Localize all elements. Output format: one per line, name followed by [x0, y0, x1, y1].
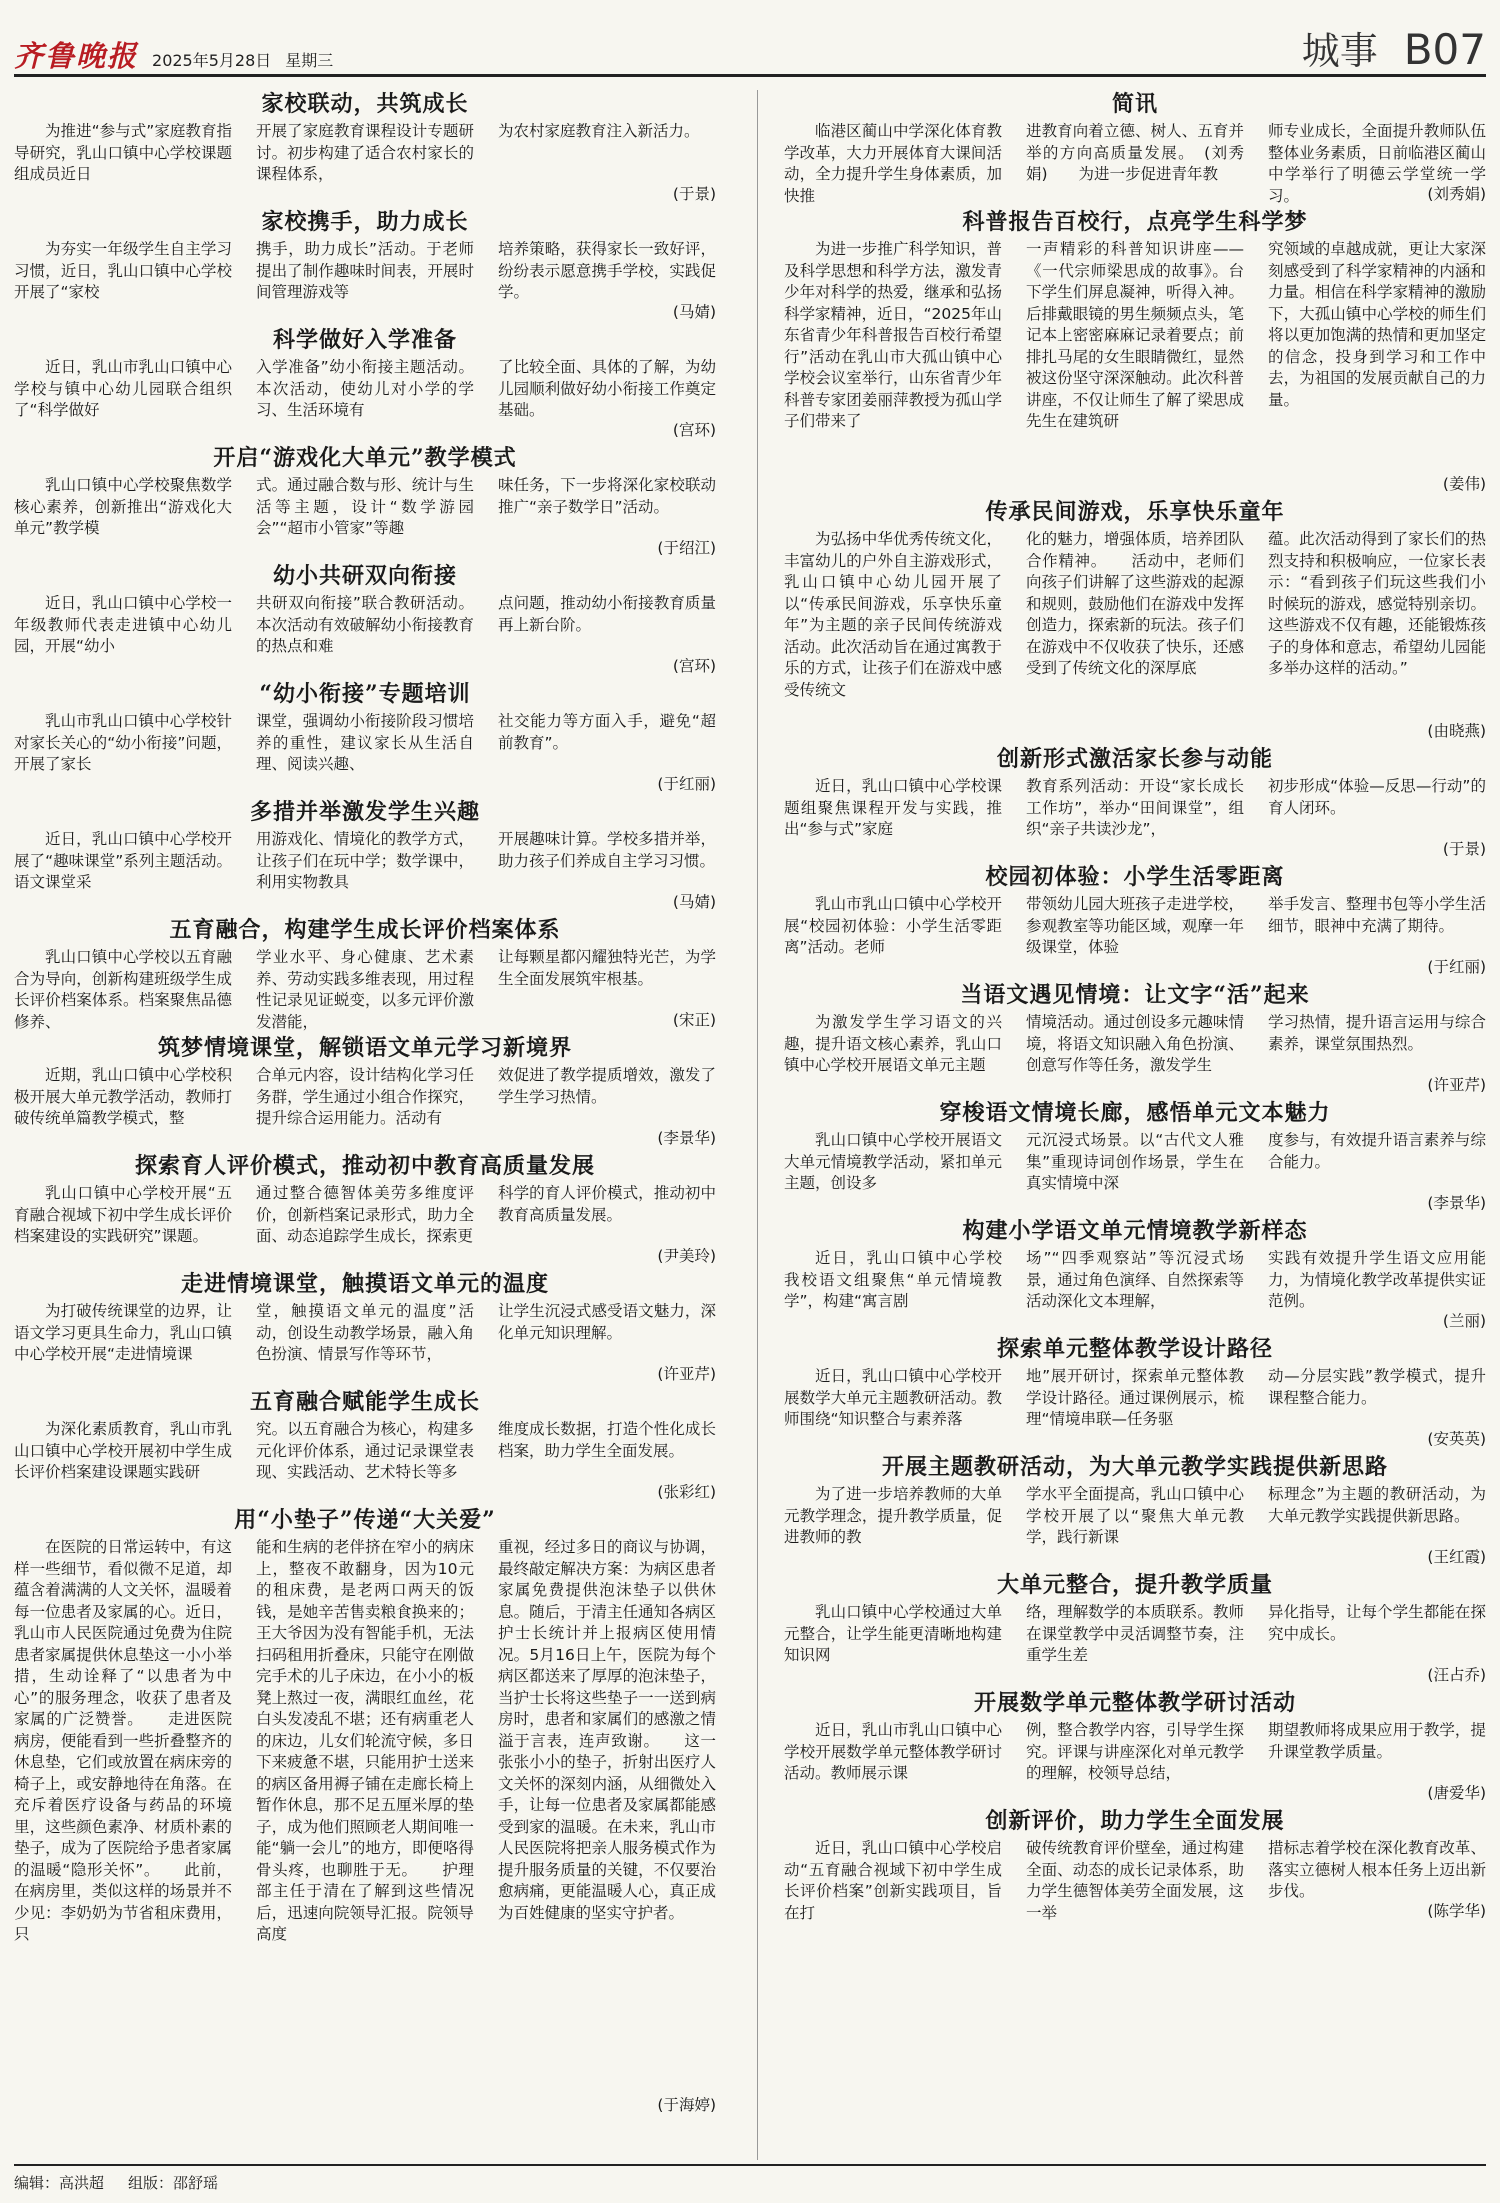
article-headline: 家校联动，共筑成长 — [261, 91, 469, 117]
article-text-column: 合单元内容，设计结构化学习任务群，学生通过小组合作探究，提升综合运用能力。活动有 — [256, 1066, 474, 1127]
article-byline: (汪占乔) — [1427, 1666, 1486, 1684]
column-divider — [757, 90, 758, 2160]
article-text-column: 实践有效提升学生语文应用能力，为情境化教学改革提供实证范例。 — [1268, 1249, 1486, 1310]
article — [14, 1506, 716, 2115]
article-text-column: 乳山口镇中心学校开展“五育融合视域下初中学生成长评价档案建设的实践研究”课题。 — [14, 1184, 232, 1245]
left-column — [14, 90, 716, 2119]
article-text-column: 近日，乳山口镇中心学校启动“五育融合视域下初中学生成长评价档案”创新实践项目，旨在打 — [784, 1839, 1002, 1922]
article-text-column: 一声精彩的科普知识讲座——《一代宗师梁思成的故事》。台下学生们屏息凝神，听得入神。后排戴眼镜的男生频频点头，笔记本上密密麻麻记录着要点；前排扎马尾的女生眼睛微红，显然被这份坚守深深触动。此次科普讲座，不仅让师生了解了梁思成先生在建筑研 — [1026, 240, 1244, 430]
article — [784, 1571, 1486, 1685]
article-text-column: 乳山口镇中心学校聚焦数学核心素养，创新推出“游戏化大单元”教学模 — [14, 476, 232, 537]
article-text-column: 让每颗星都闪耀独特光芒，为学生全面发展筑牢根基。 — [498, 948, 716, 988]
article — [14, 208, 716, 322]
article-text-column: 了比较全面、具体的了解，为幼儿园顺利做好幼小衔接工作奠定基础。 — [498, 358, 716, 419]
footer — [14, 2164, 1486, 2193]
article — [784, 1099, 1486, 1213]
article-byline: (于景) — [1442, 840, 1486, 858]
article-text-column: 近日，乳山口镇中心学校一年级教师代表走进镇中心幼儿园，开展“幼小 — [14, 594, 232, 655]
article-body — [14, 121, 716, 186]
article-body — [14, 1301, 716, 1366]
article-text-column: 举手发言、整理书包等小学生活细节，眼神中充满了期待。 — [1268, 895, 1486, 935]
article-byline: (于海婷) — [657, 2096, 716, 2114]
article-headline: 创新形式激活家长参与动能 — [996, 746, 1273, 772]
article-byline: (兰丽) — [1442, 1312, 1486, 1330]
article-body — [14, 711, 716, 776]
article-text-column: 学业水平、身心健康、艺术素养、劳动实践多维表现，用过程性记录见证蜕变，以多元评价激发潜能， — [256, 948, 474, 1031]
article-byline: (许亚芹) — [657, 1365, 716, 1383]
article-text-column: 为深化素质教育，乳山市乳山口镇中心学校开展初中学生成长评价档案建设课题实践研 — [14, 1420, 232, 1481]
article-byline: (于红丽) — [657, 775, 716, 793]
article-headline: 筑梦情境课堂，解锁语文单元学习新境界 — [157, 1035, 572, 1061]
article-byline: (宋正) — [672, 1011, 716, 1029]
article — [14, 562, 716, 676]
article-byline: (宫环) — [672, 421, 716, 439]
article-text-column: 异化指导，让每个学生都能在探究中成长。 — [1268, 1603, 1486, 1643]
article-body — [784, 1012, 1486, 1077]
article-headline: 科普报告百校行，点亮学生科学梦 — [962, 209, 1308, 235]
article-text-column: 让学生沉浸式感受语文魅力，深化单元知识理解。 — [498, 1302, 716, 1342]
right-column — [784, 90, 1486, 1925]
article-text-column: 为推进“参与式”家庭教育指导研究，乳山口镇中心学校课题组成员近日 — [14, 122, 232, 183]
article-body — [784, 1130, 1486, 1195]
article — [14, 444, 716, 558]
article-byline: (陈学华) — [1427, 1902, 1486, 1920]
article-headline: 走进情境课堂，触摸语文单元的温度 — [180, 1271, 549, 1297]
article-byline: (刘秀娟) — [1427, 185, 1486, 203]
article-byline: (安英英) — [1427, 1430, 1486, 1448]
article-headline: 构建小学语文单元情境教学新样态 — [962, 1218, 1308, 1244]
article-body — [14, 239, 716, 304]
article-text-column: 元沉浸式场景。以“古代文人雅集”重现诗词创作场景，学生在真实情境中深 — [1026, 1131, 1244, 1192]
article-body — [14, 829, 716, 894]
article — [14, 326, 716, 440]
article-text-column: 化的魅力，增强体质，培养团队合作精神。 活动中，老师们向孩子们讲解了这些游戏的起源和规则，鼓励他们在游戏中发挥创造力，探索新的玩法。孩子们在游戏中不仅收获了快乐，还感受到了传统文化的深厚底 — [1026, 530, 1244, 677]
article-byline: (由晓燕) — [1427, 722, 1486, 740]
article-text-column: 科学的育人评价模式，推动初中教育高质量发展。 — [498, 1184, 716, 1224]
article-headline: 科学做好入学准备 — [272, 327, 457, 353]
article-text-column: 近日，乳山口镇中心学校 我校语文组聚焦“单元情境教学”，构建“寓言剧 — [784, 1249, 1018, 1310]
paper-logo: 齐鲁晚报 — [14, 39, 139, 73]
article-text-column: 通过整合德智体美劳多维度评价，创新档案记录形式，助力全面、动态追踪学生成长，探索更 — [256, 1184, 474, 1245]
article-text-column: 初步形成“体验—反思—行动”的育人闭环。 — [1268, 777, 1486, 817]
article-text-column: 带领幼儿园大班孩子走进学校，参观教室等功能区域，观摩一年级课堂，体验 — [1026, 895, 1244, 956]
article-text-column: 味任务，下一步将深化家校联动推广“亲子数学日”活动。 — [498, 476, 716, 516]
article-body — [14, 1537, 716, 2097]
article-text-column: 社交能力等方面入手，避免“超前教育”。 — [498, 712, 716, 752]
article-text-column: 为弘扬中华优秀传统文化，丰富幼儿的户外自主游戏形式，乳山口镇中心幼儿园开展了以“传承民间游戏，乐享快乐童年”为主题的亲子民间传统游戏活动。此次活动旨在通过寓教于乐的方式，让孩子们在游戏中感受传统文 — [784, 530, 1002, 699]
article-text-column: 情境活动。通过创设多元趣味情境，将语文知识融入角色扮演、创意写作等任务，激发学生 — [1026, 1013, 1244, 1074]
article-text-column: 为夯实一年级学生自主学习习惯，近日，乳山口镇中心学校开展了“家校 — [14, 240, 232, 301]
article-headline: 五育融合赋能学生成长 — [249, 1389, 480, 1415]
article-text-column: 究。以五育融合为核心，构建多元化评价体系，通过记录课堂表现、实践活动、艺术特长等多 — [256, 1420, 474, 1481]
article-byline: (许亚芹) — [1427, 1076, 1486, 1094]
article — [784, 1689, 1486, 1803]
article-body — [14, 1183, 716, 1248]
article-text-column: 培养策略，获得家长一致好评，纷纷表示愿意携手学校，实践促学。 — [498, 240, 716, 301]
article-text-column: 式。通过融合数与形、统计与生活等主题，设计“数学游园会”“超市小管家”等趣 — [256, 476, 474, 537]
article-text-column: 师专业成长，全面提升教师队伍整体业务素质，日前临港区蔺山中学举行了明德云学堂统一学习。 — [1268, 122, 1486, 205]
article-headline: 探索育人评价模式，推动初中教育高质量发展 — [134, 1153, 595, 1179]
article-byline: (李景华) — [1427, 1194, 1486, 1212]
article-text-column: 在医院的日常运转中，有这样一些细节，看似微不足道，却蕴含着满满的人文关怀，温暖着每一位患者及家属的心。近日，乳山市人民医院通过免费为住院患者家属提供休息垫这一小小举措，生动诠释了“以患者为中心”的服务理念，收获了患者及家属的广泛赞誉。 走进医院病房，便能看到一些折叠整齐的休息垫，它们或放置在病床旁的椅子上，或安静地待在角落。在充斥着医疗设备与药品的环境里，这些颜色素净、材质朴素的垫子，成为了医院给予患者家属的温暖“隐形关怀”。 此前，在病房里，类似这样的场景并不少见：李奶奶为节省租床费用，只 — [14, 1538, 232, 1943]
article — [14, 1388, 716, 1502]
article-text-column: 重视，经过多日的商议与协调，最终敲定解决方案：为病区患者家属免费提供泡沫垫子以供休息。随后，于清主任通知各病区护士长统计并上报病区使用情况。5月16日上午，医院为每个病区都送来了厚厚的泡沫垫子，当护士长将这些垫子一一送到病房时，患者和家属们的感激之情溢于言表，连声致谢。 这一张张小小的垫子，折射出医疗人文关怀的深刻内涵，从细微处入手，让每一位患者及家属都能感受到家的温暖。在未来，乳山市人民医院将把亲人服务模式作为提升服务质量的关键，不仅要治愈病痛，更能温暖人心，真正成为百姓健康的坚实守护者。 — [498, 1538, 716, 1922]
article-text-column: 近日，乳山市乳山口镇中心学校开展数学单元整体教学研讨活动。教师展示课 — [784, 1721, 1002, 1782]
article-text-column: 入学准备”幼小衔接主题活动。本次活动，使幼儿对小学的学习、生活环境有 — [256, 358, 474, 419]
article-text-column: 场”“四季观察站”等沉浸式场景，通过角色演绎、自然探索等活动深化文本理解， — [1026, 1249, 1244, 1310]
article — [14, 90, 716, 204]
article-headline: 校园初体验：小学生活零距离 — [985, 864, 1285, 890]
article-byline: (姜伟) — [1442, 475, 1486, 493]
article-byline: (于绍江) — [657, 539, 716, 557]
article-text-column: 乳山市乳山口镇中心学校针对家长关心的“幼小衔接”问题，开展了家长 — [14, 712, 232, 773]
article-text-column: 乳山口镇中心学校通过大单元整合，让学生能更清晰地构建知识网 — [784, 1603, 1002, 1664]
page-number: B07 — [1403, 25, 1486, 74]
article-text-column: 近日，乳山口镇中心学校开展了“趣味课堂”系列主题活动。语文课堂采 — [14, 830, 232, 891]
article-text-column: 效促进了教学提质增效，激发了学生学习热情。 — [498, 1066, 716, 1106]
article-body — [784, 1602, 1486, 1667]
article-text-column: 用游戏化、情境化的教学方式，让孩子们在玩中学；数学课中，利用实物教具 — [256, 830, 474, 891]
editor-credit: 编辑：高洪超 — [14, 2174, 105, 2192]
article-text-column: 乳山口镇中心学校以五育融合为导向，创新构建班级学生成长评价档案体系。档案聚焦品德修养、 — [14, 948, 232, 1031]
article-text-column: 究领域的卓越成就，更让大家深刻感受到了科学家精神的内涵和力量。相信在科学家精神的激励下，大孤山镇中心学校的师生们将以更加饱满的热情和更加坚定的信念，投身到学习和工作中去，为祖国的发展贡献自己的力量。 — [1268, 240, 1486, 409]
article-text-column: 标理念”为主题的教研活动，为大单元教学实践提供新思路。 — [1268, 1485, 1486, 1525]
article-body — [784, 1248, 1486, 1313]
article — [14, 680, 716, 794]
article — [784, 1217, 1486, 1331]
article-headline: 家校携手，助力成长 — [261, 209, 469, 235]
article-text-column: 为农村家庭教育注入新活力。 — [498, 122, 700, 140]
article-text-column: 措标志着学校在深化教育改革、落实立德树人根本任务上迈出新步伐。 — [1268, 1839, 1486, 1900]
article-text-column: 开展了家庭教育课程设计专题研讨。初步构建了适合农村家长的课程体系， — [256, 122, 474, 183]
article-headline: 当语文遇见情境：让文字“活”起来 — [960, 982, 1310, 1008]
article — [784, 745, 1486, 859]
article-headline: 创新评价，助力学生全面发展 — [985, 1808, 1285, 1834]
article-body — [784, 239, 1486, 476]
article-body — [784, 1366, 1486, 1431]
article-text-column: 络，理解数学的本质联系。教师在课堂教学中灵活调整节奏，注重学生差 — [1026, 1603, 1244, 1664]
article-text-column: 度参与，有效提升语言素养与综合能力。 — [1268, 1131, 1486, 1171]
article-text-column: 期望教师将成果应用于教学，提升课堂教学质量。 — [1268, 1721, 1486, 1761]
article-byline: (张彩红) — [657, 1483, 716, 1501]
article — [784, 90, 1486, 204]
article — [784, 1335, 1486, 1449]
article-byline: (李景华) — [657, 1129, 716, 1147]
article-text-column: 堂，触摸语文单元的温度”活动，创设生动教学场景，融入角色扮演、情景写作等环节， — [256, 1302, 474, 1363]
article-headline: “幼小衔接”专题培训 — [259, 681, 471, 707]
article-text-column: 共研双向衔接”联合教研活动。本次活动有效破解幼小衔接教育的热点和难 — [256, 594, 474, 655]
masthead — [14, 8, 1486, 77]
article-byline: (马婧) — [672, 303, 716, 321]
layout-credit: 组版：邵舒瑶 — [128, 2174, 219, 2192]
article-byline: (于红丽) — [1427, 958, 1486, 976]
issue-date: 2025年5月28日 — [152, 51, 272, 70]
article-text-column: 动—分层实践”教学模式，提升课程整合能力。 — [1268, 1367, 1486, 1407]
article — [784, 208, 1486, 494]
article-headline: 大单元整合，提升教学质量 — [996, 1572, 1273, 1598]
article-headline: 开展数学单元整体教学研讨活动 — [973, 1690, 1296, 1716]
article-text-column: 教育系列活动：开设“家长成长工作坊”，举办“田间课堂”，组织“亲子共读沙龙”， — [1026, 777, 1244, 838]
article-body — [14, 593, 716, 658]
article-text-column: 为进一步推广科学知识，普及科学思想和科学方法，激发青少年对科学的热爱，继承和弘扬科学家精神，近日，“2025年山东省青少年科普报告百校行希望行”活动在乳山市大孤山镇中心学校会议室举行，山东省青少年科普专家团姜丽萍教授为孤山学子们带来了 — [784, 240, 1002, 430]
article-byline: (尹美玲) — [657, 1247, 716, 1265]
article — [784, 498, 1486, 741]
article-body — [784, 894, 1486, 959]
article-headline: 传承民间游戏，乐享快乐童年 — [985, 499, 1285, 525]
article-text-column: 携手，助力成长”活动。于老师提出了制作趣味时间表，开展时间管理游戏等 — [256, 240, 474, 301]
article-headline: 五育融合，构建学生成长评价档案体系 — [169, 917, 561, 943]
article-headline: 用“小垫子”传递“大关爱” — [234, 1507, 496, 1533]
article-text-column: 破传统教育评价壁垒，通过构建全面、动态的成长记录体系，助力学生德智体美劳全面发展，这一举 — [1026, 1839, 1244, 1922]
article-body — [784, 776, 1486, 841]
article-text-column: 维度成长数据，打造个性化成长档案，助力学生全面发展。 — [498, 1420, 716, 1460]
article-headline: 开启“游戏化大单元”教学模式 — [213, 445, 517, 471]
article-text-column: 为了进一步培养教师的大单元教学理念，提升教学质量，促进教师的教 — [784, 1485, 1002, 1546]
article-body — [784, 529, 1486, 723]
article-text-column: 例，整合教学内容，引导学生探究。评课与讲座深化对单元教学的理解，校领导总结， — [1026, 1721, 1244, 1782]
article-body — [14, 357, 716, 422]
article-text-column: 蕴。此次活动得到了家长们的热烈支持和积极响应，一位家长表示：“看到孩子们玩这些我们小时候玩的游戏，感觉特别亲切。这些游戏不仅有趣，还能锻炼孩子的身体和意志，希望幼儿园能多举办这样的活动。” — [1268, 530, 1486, 677]
article-byline: (于景) — [672, 185, 716, 203]
article-byline: (宫环) — [672, 657, 716, 675]
article-text-column: 为打破传统课堂的边界，让语文学习更具生命力，乳山口镇中心学校开展“走进情境课 — [14, 1302, 232, 1363]
article-headline: 开展主题教研活动，为大单元教学实践提供新思路 — [881, 1454, 1388, 1480]
article-byline: (马婧) — [672, 893, 716, 911]
article-headline: 幼小共研双向衔接 — [272, 563, 457, 589]
article-body — [784, 1720, 1486, 1785]
article-text-column: 课堂，强调幼小衔接阶段习惯培养的重性，建议家长从生活自理、阅读兴趣、 — [256, 712, 474, 773]
article-text-column: 能和生病的老伴挤在窄小的病床上，整夜不敢翻身，因为10元的租床费，是老两口两天的饭钱，是她辛苦售卖粮食换来的；王大爷因为没有智能手机，无法扫码租用折叠床，只能守在刚做完手术的儿子床边，在小小的板凳上熬过一夜，满眼红血丝，花白头发凌乱不堪；还有病重老人的床边，儿女们轮流守候，多日下来疲惫不堪，只能用护士送来的病区备用褥子铺在走廊长椅上暂作休息，那不足五厘米厚的垫子，成为他们照顾老人期间唯一能“躺一会儿”的地方，即便咯得骨头疼，也聊胜于无。 护理部主任于清在了解到这些情况后，迅速向院领导汇报。院领导高度 — [256, 1538, 474, 1943]
section-name: 城事 — [1301, 29, 1378, 73]
article-body — [784, 1484, 1486, 1549]
article — [14, 1034, 716, 1148]
article — [784, 1807, 1486, 1921]
article-text-column: 进教育向着立德、树人、五育并举的方向高质量发展。 (刘秀娟) 为进一步促进青年教 — [1026, 122, 1244, 183]
article-body — [784, 121, 1486, 205]
article-body — [14, 1419, 716, 1484]
article-headline: 简讯 — [1111, 91, 1158, 117]
article — [784, 1453, 1486, 1567]
article-headline: 多措并举激发学生兴趣 — [249, 799, 480, 825]
article-text-column: 地”展开研讨，探索单元整体教学设计路径。通过课例展示，梳理“情境串联—任务驱 — [1026, 1367, 1244, 1428]
article-text-column: 为激发学生学习语文的兴趣，提升语文核心素养，乳山口镇中心学校开展语文单元主题 — [784, 1013, 1002, 1074]
article-text-column: 近期，乳山口镇中心学校积极开展大单元教学活动，教师打破传统单篇教学模式，整 — [14, 1066, 232, 1127]
article-body — [14, 475, 716, 540]
issue-weekday: 星期三 — [285, 51, 334, 70]
article-text-column: 近日，乳山口镇中心学校开展数学大单元主题教研活动。教师围绕“知识整合与素养落 — [784, 1367, 1002, 1428]
article-body — [14, 1065, 716, 1130]
article-text-column: 近日，乳山市乳山口镇中心学校与镇中心幼儿园联合组织了“科学做好 — [14, 358, 232, 419]
article-headline: 穿梭语文情境长廊，感悟单元文本魅力 — [939, 1100, 1331, 1126]
article-text-column: 点问题，推动幼小衔接教育质量再上新台阶。 — [498, 594, 716, 634]
article — [14, 1270, 716, 1384]
article-text-column: 近日，乳山口镇中心学校课题组聚焦课程开发与实践，推出“参与式”家庭 — [784, 777, 1002, 838]
article — [784, 863, 1486, 977]
article-text-column: 乳山口镇中心学校开展语文大单元情境教学活动，紧扣单元主题，创设多 — [784, 1131, 1002, 1192]
article — [14, 916, 716, 1030]
article-text-column: 学习热情，提升语言运用与综合素养，课堂氛围热烈。 — [1268, 1013, 1486, 1053]
article-text-column: 临港区蔺山中学深化体育教学改革，大力开展体育大课间活动，全力提升学生身体素质，加快推 — [784, 122, 1002, 205]
article — [14, 1152, 716, 1266]
article-byline: (唐爱华) — [1427, 1784, 1486, 1802]
article — [14, 798, 716, 912]
article — [784, 981, 1486, 1095]
article-text-column: 开展趣味计算。学校多措并举，助力孩子们养成自主学习习惯。 — [498, 830, 716, 870]
article-text-column: 乳山市乳山口镇中心学校开展“校园初体验：小学生活零距离”活动。老师 — [784, 895, 1002, 956]
article-byline: (王红霞) — [1427, 1548, 1486, 1566]
article-headline: 探索单元整体教学设计路径 — [996, 1336, 1273, 1362]
article-text-column: 学水平全面提高，乳山口镇中心学校开展了以“聚焦大单元教学，践行新课 — [1026, 1485, 1244, 1546]
